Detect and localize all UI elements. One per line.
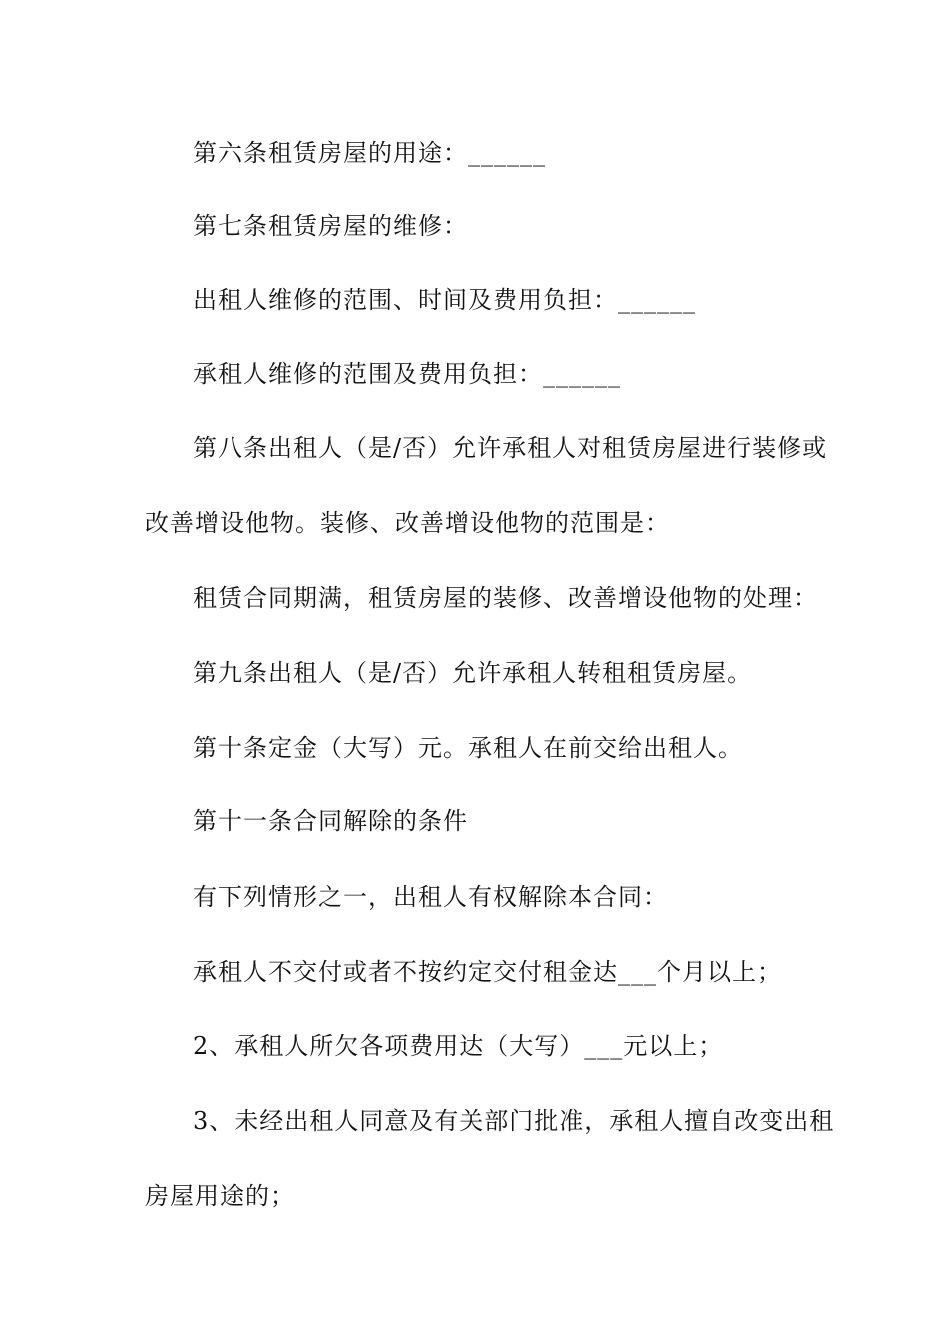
paragraph-condition-1: 承租人不交付或者不按约定交付租金达___个月以上； [193,958,782,986]
paragraph-article-11: 第十一条合同解除的条件 [193,807,468,835]
paragraph-contract-expiry: 租赁合同期满，租赁房屋的装修、改善增设他物的处理： [193,584,818,612]
paragraph-condition-3-continued: 房屋用途的； [145,1182,295,1210]
paragraph-termination-conditions: 有下列情形之一，出租人有权解除本合同： [193,883,668,911]
paragraph-condition-3: 3、未经出租人同意及有关部门批准，承租人擅自改变出租 [193,1107,835,1135]
paragraph-article-9: 第九条出租人（是/否）允许承租人转租租赁房屋。 [193,659,753,687]
paragraph-lessee-repair: 承租人维修的范围及费用负担：______ [193,360,621,388]
paragraph-article-8-continued: 改善增设他物。装修、改善增设他物的范围是： [145,509,670,537]
paragraph-article-10: 第十条定金（大写）元。承租人在前交给出租人。 [193,734,743,762]
paragraph-condition-2: 2、承租人所欠各项费用达（大写）___元以上； [193,1032,724,1060]
paragraph-lessor-repair: 出租人维修的范围、时间及费用负担：______ [193,286,696,314]
paragraph-article-8: 第八条出租人（是/否）允许承租人对租赁房屋进行装修或 [193,434,828,462]
paragraph-article-6: 第六条租赁房屋的用途：______ [193,139,546,167]
paragraph-article-7: 第七条租赁房屋的维修： [193,212,468,240]
